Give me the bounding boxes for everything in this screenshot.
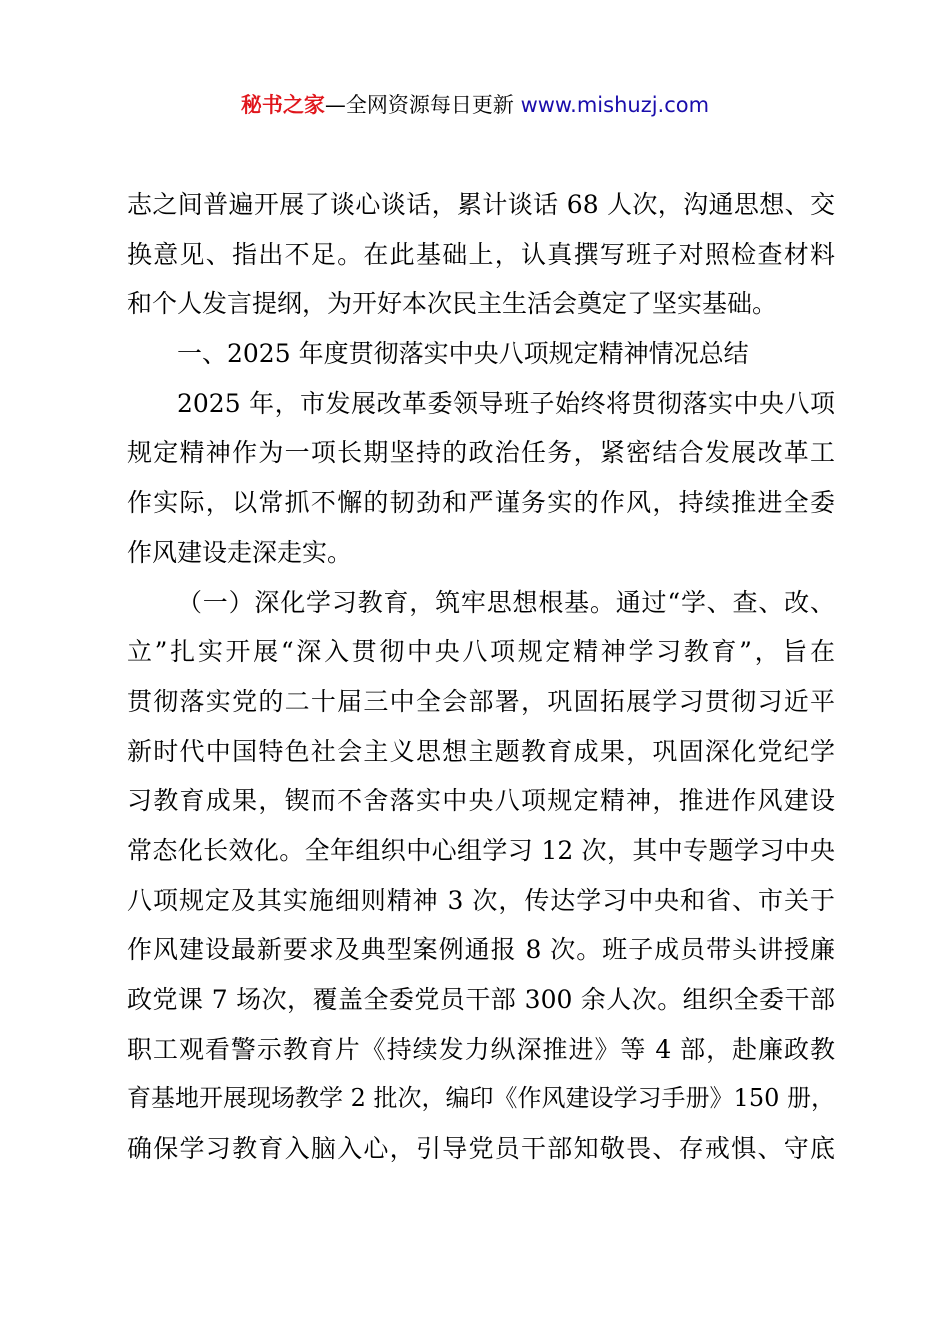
text-line: 贯彻落实党的二十届三中全会部署，巩固拓展学习贯彻习近平 — [127, 686, 835, 716]
text-line: 立”扎实开展“深入贯彻中央八项规定精神学习教育”，旨在 — [127, 637, 835, 667]
text-line: 志之间普遍开展了谈心谈话，累计谈话 68 人次，沟通思想、交 — [127, 190, 835, 219]
text-line: 作风建设最新要求及典型案例通报 8 次。班子成员带头讲授廉 — [127, 935, 835, 965]
header-slogan: —全网资源每日更新 — [324, 93, 514, 117]
text-line: 和个人发言提纲，为开好本次民主生活会奠定了坚实基础。 — [127, 289, 778, 319]
text-line: 习教育成果，锲而不舍落实中央八项规定精神，推进作风建设 — [127, 786, 835, 816]
text-line: 职工观看警示教育片《持续发力纵深推进》等 4 部，赴廉政教 — [127, 1034, 835, 1064]
text-line: 新时代中国特色社会主义思想主题教育成果，巩固深化党纪学 — [127, 736, 835, 766]
text-line: 作实际，以常抓不懈的韧劲和严谨务实的作风，持续推进全委 — [127, 488, 835, 518]
text-line: 2025 年，市发展改革委领导班子始终将贯彻落实中央八项 — [177, 388, 835, 418]
site-url-link[interactable]: www.mishuzj.com — [520, 93, 710, 117]
text-line: 育基地开展现场教学 2 批次，编印《作风建设学习手册》150 册， — [127, 1084, 835, 1113]
text-line: 确保学习教育入脑入心，引导党员干部知敬畏、存戒惧、守底 — [127, 1134, 835, 1164]
section-heading: 一、2025 年度贯彻落实中央八项规定精神情况总结 — [177, 339, 749, 369]
text-line: 八项规定及其实施细则精神 3 次，传达学习中央和省、市关于 — [127, 885, 835, 915]
text-line: 换意见、指出不足。在此基础上，认真撰写班子对照检查材料 — [127, 239, 835, 269]
document-body — [127, 180, 835, 1174]
text-line: 常态化长效化。全年组织中心组学习 12 次，其中专题学习中央 — [127, 835, 835, 865]
page-header — [0, 88, 950, 122]
text-line: 作风建设走深走实。 — [127, 537, 353, 567]
text-line: （一）深化学习教育，筑牢思想根基。通过“学、查、改、 — [177, 587, 835, 617]
text-line: 政党课 7 场次，覆盖全委党员干部 300 余人次。组织全委干部 — [127, 985, 835, 1014]
text-line: 规定精神作为一项长期坚持的政治任务，紧密结合发展改革工 — [127, 438, 835, 468]
brand-name: 秘书之家 — [240, 93, 325, 117]
